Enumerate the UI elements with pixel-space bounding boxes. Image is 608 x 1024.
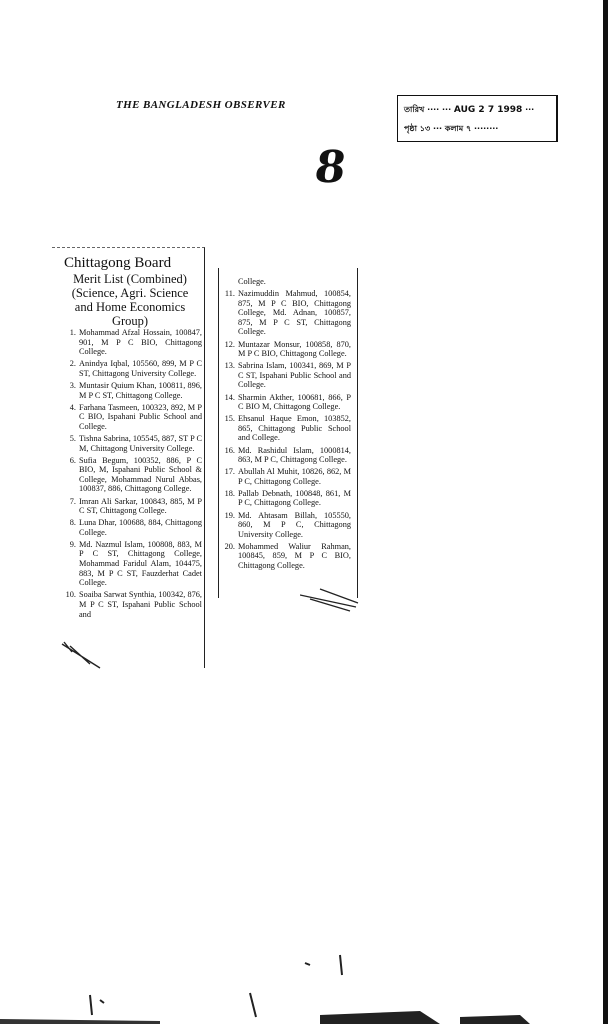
entry-text: Sufia Begum, 100352, 886, P C BIO, M, Ispahani Public School & College, Mohammad Nurul Abbas, 100837, 886, Chittagong College.: [79, 455, 202, 494]
entry-number: 17.: [224, 467, 235, 477]
entry-number: 16.: [224, 445, 235, 455]
article-heading: [60, 255, 200, 328]
entry-text: Luna Dhar, 100688, 884, Chittagong College.: [79, 518, 202, 537]
entry-text: Tishna Sabrina, 105545, 887, ST P C M, Chittagong University College.: [79, 433, 203, 453]
merit-entry: [60, 590, 202, 619]
stamp-page-value: ১৩: [419, 124, 431, 133]
merit-entry: [60, 540, 202, 588]
entry-text: Soaiba Sarwat Synthia, 100342, 876, M P C ST, Ispahani Public School and: [79, 590, 202, 619]
entry-number: 5.: [69, 433, 76, 443]
scan-specks-bottom: [0, 945, 608, 1024]
entry-text: Imran Ali Sarkar, 100843, 885, M P C ST, Chittagong College.: [79, 496, 202, 516]
entry-number: 20.: [224, 541, 235, 551]
entry-number: 3.: [69, 380, 76, 390]
article-title: Chittagong Board: [64, 255, 172, 271]
entry-number: 6.: [69, 455, 76, 465]
merit-entry: [219, 511, 351, 540]
merit-list-right: [219, 277, 351, 573]
entry-number: 12.: [224, 339, 235, 349]
merit-entry: [219, 340, 351, 359]
merit-entry: [60, 456, 202, 494]
stamp-column-value: ৭: [466, 124, 472, 133]
article-subtitle-1: Merit List (Combined): [73, 272, 187, 286]
article-subtitle-2: (Science, Agri. Science: [71, 286, 189, 300]
entry-text: Farhana Tasmeen, 100323, 892, M P C BIO, Ispahani Public School and College.: [79, 402, 202, 431]
merit-entry: [60, 328, 202, 357]
entry-number: 8.: [69, 518, 76, 528]
entry-number: 14.: [224, 392, 235, 402]
merit-entry: [219, 289, 351, 337]
entry-number: 13.: [224, 361, 235, 371]
merit-entry: [219, 542, 351, 571]
entry-number: 10.: [65, 590, 76, 600]
stamp-page-label: পৃষ্ঠা: [404, 124, 417, 133]
entry-text: Md. Rashidul Islam, 1000814, 863, M P C, Chittagong College.: [238, 445, 351, 465]
entry-text: Mohammad Afzal Hossain, 100847, 901, M P C BIO, Chittagong College.: [79, 328, 202, 357]
scan-edge: [603, 0, 608, 1024]
entry-number: 18.: [224, 488, 235, 498]
stamp-date-label: তারিখ: [404, 105, 425, 114]
merit-entry: [60, 497, 202, 516]
archive-stamp: [397, 95, 558, 142]
entry-number: 4.: [69, 402, 76, 412]
merit-entry: [60, 434, 202, 453]
entry-number: 19.: [224, 510, 235, 520]
newspaper-masthead: THE BANGLADESH OBSERVER: [116, 99, 286, 111]
entry-number: 9.: [69, 539, 76, 549]
entry-text: Muntazar Monsur, 100858, 870, M P C BIO, Chittagong College.: [238, 339, 351, 359]
entry-text: Sabrina Islam, 100341, 869, M P C ST, Ispahani Public School and College.: [238, 361, 351, 390]
entry-number: 2.: [69, 359, 76, 369]
entry-number: 1.: [69, 328, 76, 337]
merit-entry: [219, 361, 351, 390]
stamp-page-row: পৃষ্ঠা ১৩ ··· কলাম ৭ ········: [404, 124, 499, 133]
merit-entry: [60, 403, 202, 432]
merit-entry: [60, 518, 202, 537]
entry-number: 11.: [224, 289, 235, 299]
clipping-corner-mark-right: [300, 585, 360, 615]
article-subtitle-4: Group): [111, 314, 149, 328]
stamp-date-row: তারিখ ···· ··· AUG 2 7 1998 ···: [404, 105, 535, 115]
merit-entry: [219, 414, 351, 443]
article-subtitle-3: and Home Economics: [74, 300, 186, 314]
entry-number: 15.: [224, 414, 235, 424]
merit-entry: [219, 467, 351, 486]
entry-text: Nazimuddin Mahmud, 100854, 875, M P C BIO, Chittagong College, Md. Adnan, 100857, 875, M P C ST, Chittagong College.: [238, 289, 351, 337]
entry-text: Pallab Debnath, 100848, 861, M P C, Chittagong College.: [238, 488, 351, 508]
stamp-date-value: AUG 2 7 1998: [453, 105, 523, 115]
entry-text: Sharmin Akther, 100681, 866, P C BIO M, Chittagong College.: [238, 392, 351, 412]
entry-text: Md. Nazmul Islam, 100808, 883, M P C ST, Chittagong College, Mohammad Faridul Alam, 104475, 883, M P C ST, Fauzderhat Cadet College.: [79, 539, 202, 588]
entry-text: Abullah Al Muhit, 10826, 862, M P C, Chittagong College.: [238, 467, 351, 486]
entry-text: Muntasir Quium Khan, 100811, 896, M P C ST, Chittagong College.: [79, 380, 202, 400]
entry-text: Md. Ahtasam Billah, 105550, 860, M P C, Chittagong University College.: [238, 510, 351, 539]
merit-entry: [219, 446, 351, 465]
merit-list-left: [60, 328, 202, 622]
merit-entry: [60, 359, 202, 378]
continuation-text: College.: [238, 277, 266, 286]
handwritten-page-number: 8: [311, 142, 350, 193]
entry-text: Ehsanul Haque Emon, 103852, 865, Chittagong Public School and College.: [238, 414, 351, 443]
entry-text: Mohammed Waliur Rahman, 100845, 859, M P C BIO, Chittagong College.: [238, 541, 351, 571]
stamp-column-label: কলাম: [444, 124, 464, 133]
entry-number: 7.: [69, 496, 76, 506]
merit-entry: [219, 489, 351, 508]
clipping-corner-mark-left: [60, 640, 120, 670]
merit-entry: [219, 393, 351, 412]
entry-text: Anindya Iqbal, 105560, 899, M P C ST, Chittagong University College.: [79, 359, 202, 378]
merit-entry: [60, 381, 202, 400]
